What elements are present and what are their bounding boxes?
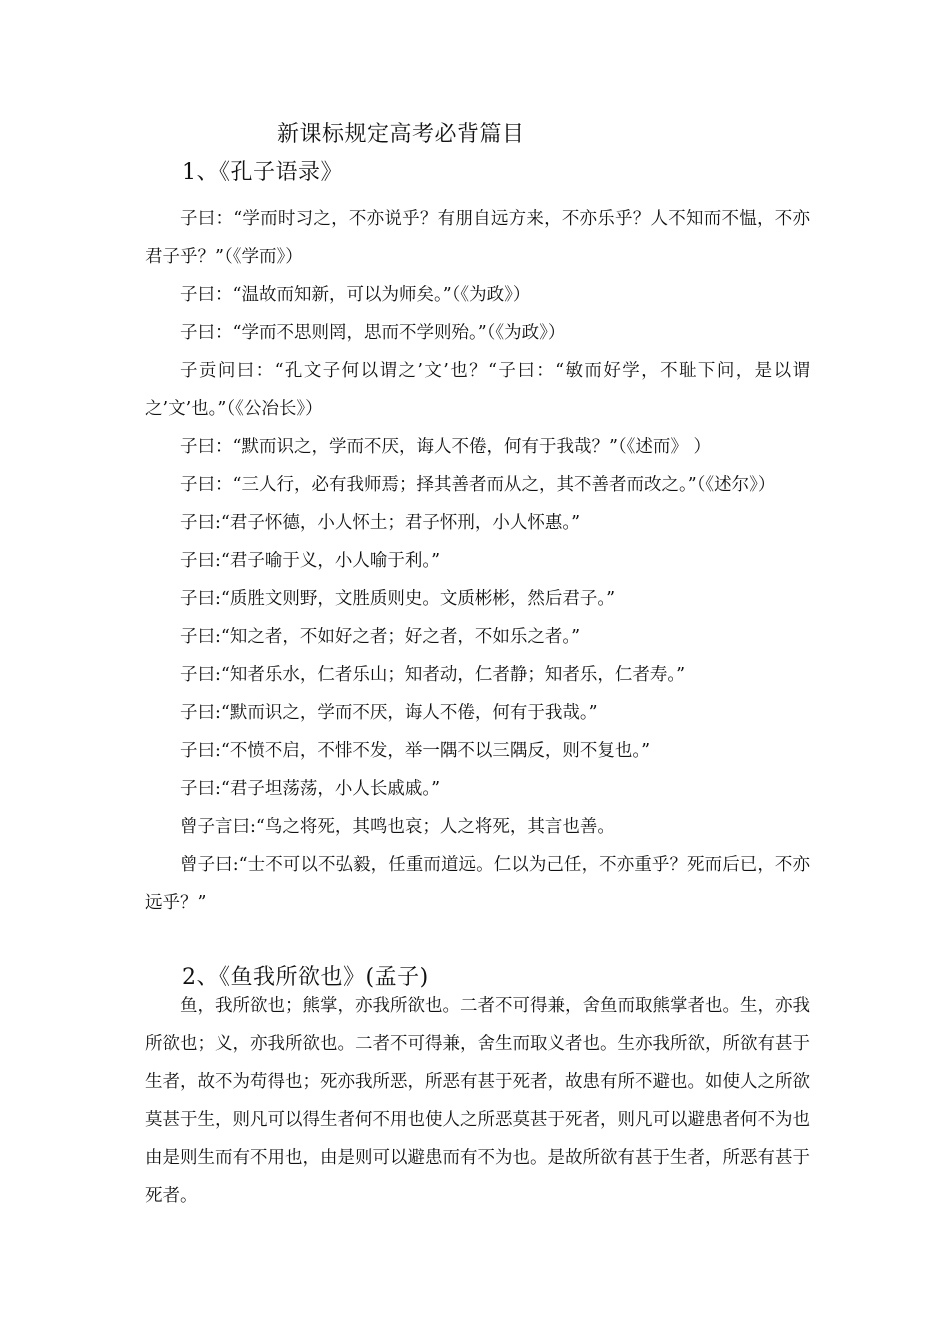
section-body-mencius xyxy=(145,987,810,1215)
paragraph: 曾子曰:“士不可以不弘毅，任重而道远。仁以为己任，不亦重乎？死而后已，不亦远乎？” xyxy=(145,855,810,913)
paragraph: 子曰:“质胜文则野，文胜质则史。文质彬彬，然后君子。” xyxy=(180,589,616,609)
paragraph: 子曰:“君子喻于义，小人喻于利。” xyxy=(180,551,441,571)
paragraph: 子曰:“知者乐水，仁者乐山；知者动，仁者静；知者乐，仁者寿。” xyxy=(180,665,686,685)
paragraph: 子曰:“君子坦荡荡，小人长戚戚。” xyxy=(180,779,441,799)
paragraph: 子贡问曰：“孔文子何以谓之’文’也？“子曰：“敏而好学，不耻下问，是以谓之’文’也。”（《公冶长》） xyxy=(145,361,810,419)
paragraph: 子曰:“不愤不启，不悱不发，举一隅不以三隅反，则不复也。” xyxy=(180,741,651,761)
paragraph: 子曰：“三人行，必有我师焉；择其善者而从之，其不善者而改之。”（《述尔》） xyxy=(180,475,776,495)
paragraph: 子曰：“默而识之，学而不厌，诲人不倦，何有于我哉？”（《述而》 ） xyxy=(180,437,711,457)
paragraph: 子曰:“知之者，不如好之者；好之者，不如乐之者。” xyxy=(180,627,581,647)
section-body-confucius xyxy=(145,200,810,922)
paragraph: 子曰：“温故而知新，可以为师矣。”（《为政》） xyxy=(180,285,531,305)
page-title: 新课标规定高考必背篇目 xyxy=(277,122,525,147)
section-heading-confucius: 1、《孔子语录》 xyxy=(182,160,343,185)
paragraph: 子曰：“学而不思则罔，思而不学则殆。”（《为政》） xyxy=(180,323,566,343)
paragraph: 子曰:“默而识之，学而不厌，诲人不倦，何有于我哉。” xyxy=(180,703,598,723)
paragraph: 子曰：“学而时习之，不亦说乎？有朋自远方来，不亦乐乎？人不知而不愠，不亦君子乎？”（《学而》） xyxy=(145,209,810,267)
paragraph: 曾子言曰:“鸟之将死，其鸣也哀；人之将死，其言也善。 xyxy=(180,817,615,837)
paragraph: 鱼，我所欲也；熊掌，亦我所欲也。二者不可得兼，舍鱼而取熊掌者也。生，亦我所欲也；义，亦我所欲也。二者不可得兼，舍生而取义者也。生亦我所欲，所欲有甚于生者，故不为苟得也；死亦我所恶，所恶有甚于死者，故患有所不避也。如使人之所欲莫甚于生，则凡可以得生者何不用也使人之所恶莫甚于死者，则凡可以避患者何不为也由是则生而有不用也，由是则可以避患而有不为也。是故所欲有甚于生者，所恶有甚于死者。 xyxy=(145,996,810,1206)
section-heading-mencius: 2、《鱼我所欲也》(孟子) xyxy=(182,965,429,990)
paragraph: 子曰:“君子怀德，小人怀土；君子怀刑，小人怀惠。” xyxy=(180,513,581,533)
